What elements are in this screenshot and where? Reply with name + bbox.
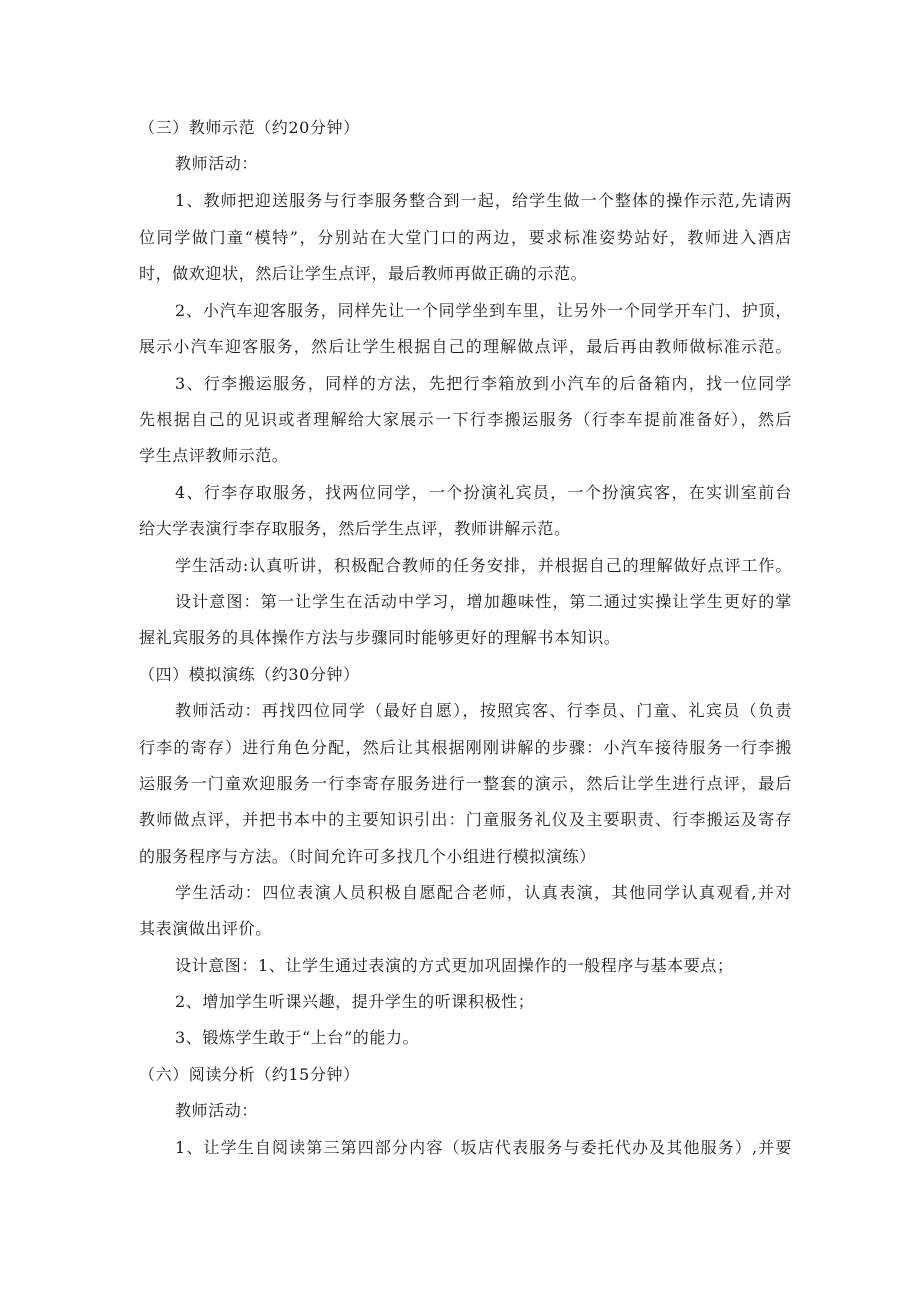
section4-intent-line1: 设计意图：1、让学生通过表演的方式更加巩固操作的一般程序与基本要点； — [175, 956, 734, 975]
section3-item3-line3: 学生点评教师示范。 — [139, 446, 289, 465]
section3-item1-line1: 1、教师把迎送服务与行李服务整合到一起，给学生做一个整体的操作示范,先请两 — [175, 191, 792, 210]
section4-student-line1: 学生活动：四位表演人员积极自愿配合老师，认真表演，其他同学认真观看,并对 — [175, 883, 792, 902]
section3-item1-line2: 位同学做门童“模特”，分别站在大堂门口的两边，要求标准姿势站好，教师进入酒店 — [139, 228, 792, 247]
section6-item1-line1: 1、让学生自阅读第三第四部分内容（坂店代表服务与委托代办及其他服务）,并要 — [175, 1138, 792, 1157]
section4-heading: （四）模拟演练（约30分钟） — [139, 665, 360, 684]
section3-student-activity: 学生活动:认真听讲，积极配合教师的任务安排，并根据自己的理解做好点评工作。 — [175, 556, 792, 575]
section3-intent-line2: 握礼宾服务的具体操作方法与步骤同时能够更好的理解书本知识。 — [139, 628, 621, 647]
section6-heading: （六）阅读分析（约15分钟） — [139, 1065, 360, 1084]
section3-item1-line3: 时，做欢迎状，然后让学生点评，最后教师再做正确的示范。 — [139, 264, 588, 283]
section4-teacher-line5: 的服务程序与方法。（时间允许可多找几个小组进行模拟演练） — [139, 847, 596, 866]
section3-intent-line1: 设计意图：第一让学生在活动中学习，增加趣味性，第二通过实操让学生更好的掌 — [175, 592, 792, 611]
section4-teacher-line1: 教师活动：再找四位同学（最好自愿），按照宾客、行李员、门童、礼宾员（负责 — [175, 701, 792, 720]
section4-teacher-line3: 运服务一门童欢迎服务一行李寄存服务进行一整套的演示，然后让学生进行点评，最后 — [139, 774, 792, 793]
section4-teacher-line2: 行李的寄存）进行角色分配，然后让其根据刚刚讲解的步骤：小汽车接待服务一行李搬 — [139, 738, 792, 757]
section3-item4-line1: 4、行李存取服务，找两位同学，一个扮演礼宾员，一个扮演宾客，在实训室前台 — [175, 483, 792, 502]
section3-heading: （三）教师示范（约20分钟） — [139, 118, 360, 137]
section3-item2-line1: 2、小汽车迎客服务，同样先让一个同学坐到车里，让另外一个同学开车门、护顶， — [175, 301, 792, 320]
section4-teacher-line4: 教师做点评，并把书本中的主要知识引出：门童服务礼仪及主要职责、行李搬运及寄存 — [139, 810, 792, 829]
section3-item3-line2: 先根据自己的见识或者理解给大家展示一下行李搬运服务（行李车提前准备好），然后 — [139, 410, 792, 429]
section3-item4-line2: 给大学表演行李存取服务，然后学生点评，教师讲解示范。 — [139, 519, 571, 538]
section3-item3-line1: 3、行李搬运服务，同样的方法，先把行李箱放到小汽车的后备箱内，找一位同学 — [175, 374, 792, 393]
section3-item2-line2: 展示小汽车迎客服务，然后让学生根据自己的理解做点评，最后再由教师做标准示范。 — [139, 337, 792, 356]
section4-intent-line2: 2、增加学生听课兴趣，提升学生的听课积极性； — [175, 992, 535, 1011]
section4-student-line2: 其表演做出评价。 — [139, 919, 272, 938]
section3-teacher-label: 教师活动： — [175, 154, 259, 173]
section4-intent-line3: 3、锻炼学生敢于“上台”的能力。 — [175, 1028, 420, 1047]
section6-teacher-label: 教师活动： — [175, 1101, 259, 1120]
